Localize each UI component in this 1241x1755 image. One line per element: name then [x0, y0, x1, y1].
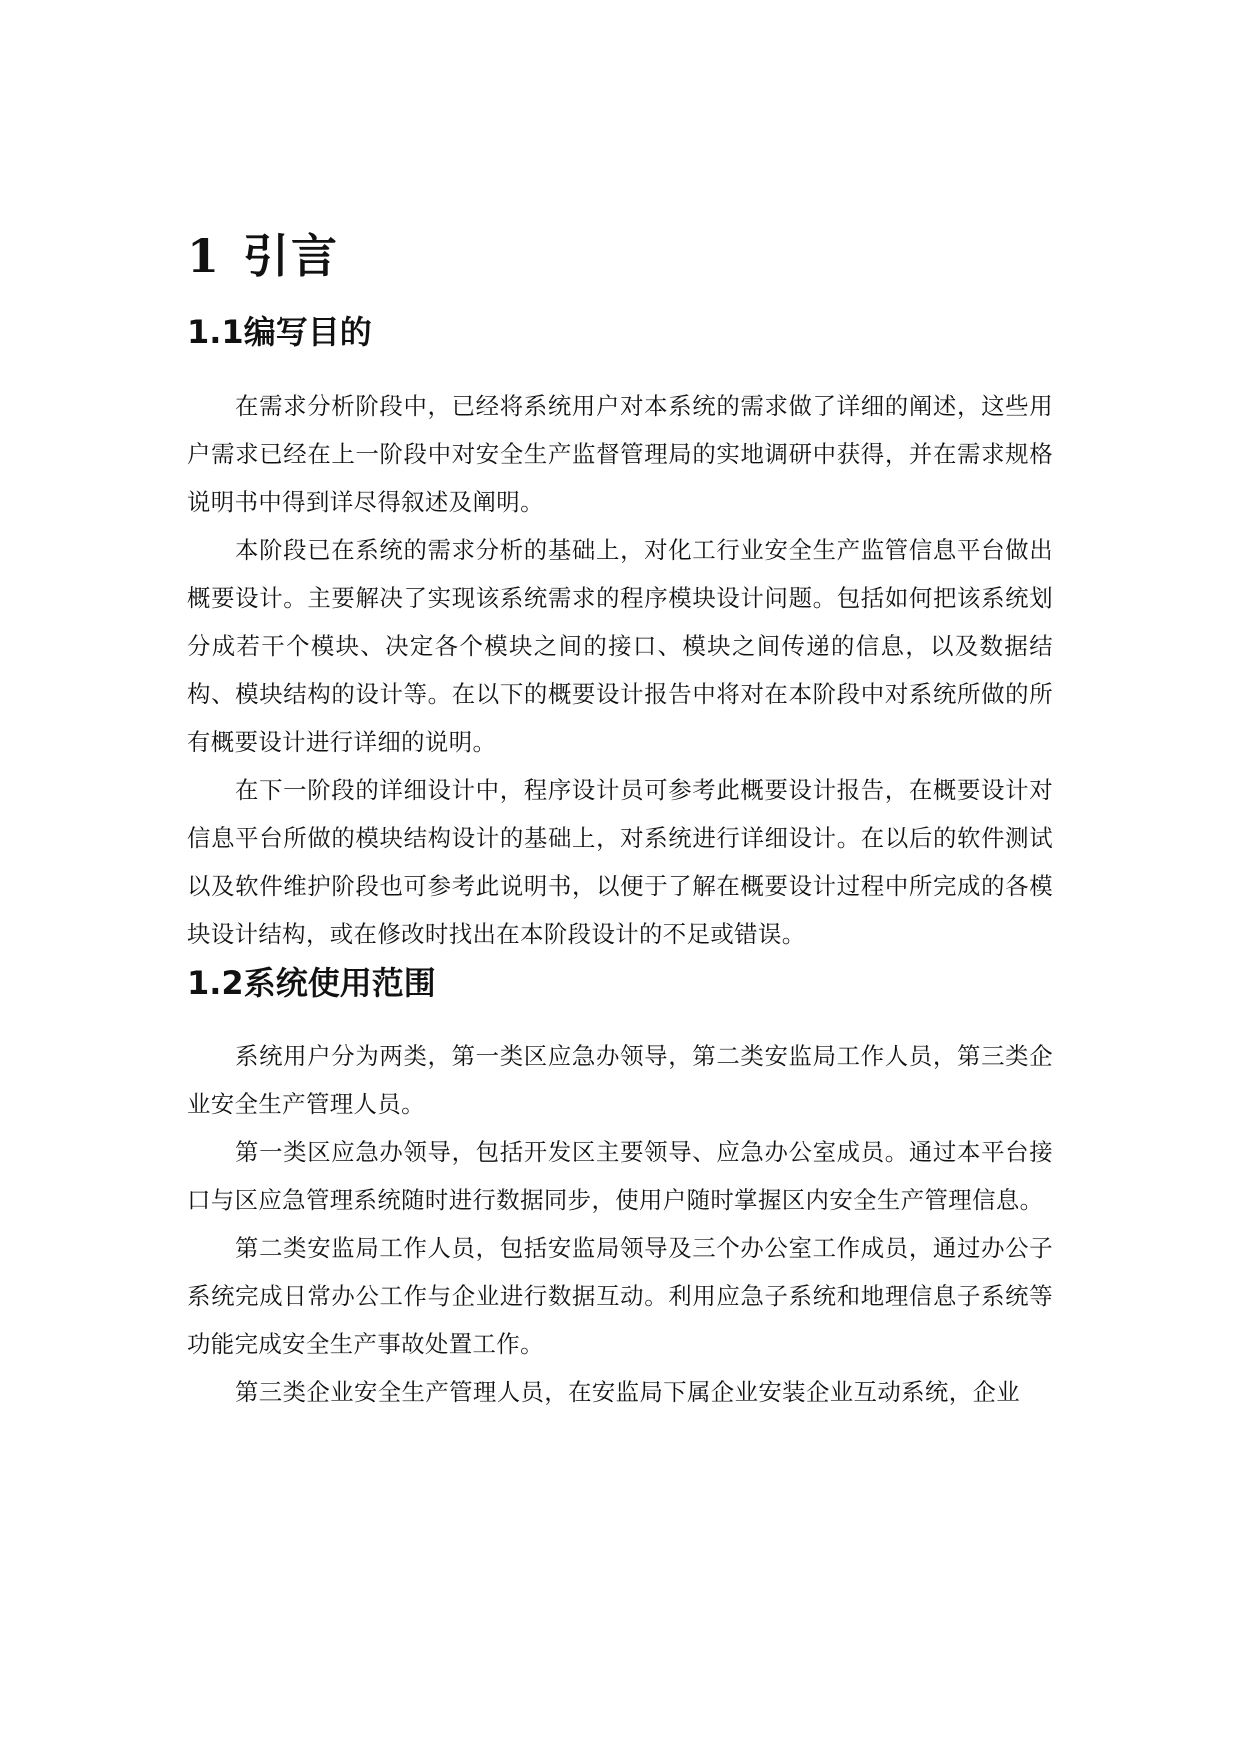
paragraph: 在需求分析阶段中，已经将系统用户对本系统的需求做了详细的阐述，这些用户需求已经在上一阶段中对安全生产监督管理局的实地调研中获得，并在需求规格说明书中得到详尽得叙述及阐明。 [187, 392, 1053, 516]
paragraph: 系统用户分为两类，第一类区应急办领导，第二类安监局工作人员，第三类企业安全生产管理人员。 [187, 1042, 1053, 1118]
paragraph: 第二类安监局工作人员，包括安监局领导及三个办公室工作成员，通过办公子系统完成日常办公工作与企业进行数据互动。利用应急子系统和地理信息子系统等功能完成安全生产事故处置工作。 [187, 1234, 1053, 1358]
chapter-number: 1 [187, 229, 222, 283]
paragraph: 第三类企业安全生产管理人员，在安监局下属企业安装企业互动系统，企业 [235, 1378, 1021, 1406]
section-title-purpose: 1.1编写目的 [187, 313, 372, 351]
section-body-scope [187, 1032, 1053, 1416]
chapter-title-text: 引言 [243, 229, 340, 283]
paragraph: 在下一阶段的详细设计中，程序设计员可参考此概要设计报告，在概要设计对信息平台所做的模块结构设计的基础上，对系统进行详细设计。在以后的软件测试以及软件维护阶段也可参考此说明书，以便于了解在概要设计过程中所完成的各模块设计结构，或在修改时找出在本阶段设计的不足或错误。 [187, 776, 1053, 948]
chapter-title [187, 228, 339, 284]
section-title-scope: 1.2系统使用范围 [187, 964, 436, 1002]
paragraph: 第一类区应急办领导，包括开发区主要领导、应急办公室成员。通过本平台接口与区应急管理系统随时进行数据同步，使用户随时掌握区内安全生产管理信息。 [187, 1138, 1053, 1214]
paragraph: 本阶段已在系统的需求分析的基础上，对化工行业安全生产监管信息平台做出概要设计。主要解决了实现该系统需求的程序模块设计问题。包括如何把该系统划分成若干个模块、决定各个模块之间的接口、模块之间传递的信息，以及数据结构、模块结构的设计等。在以下的概要设计报告中将对在本阶段中对系统所做的所有概要设计进行详细的说明。 [187, 536, 1053, 756]
section-body-purpose [187, 382, 1053, 958]
